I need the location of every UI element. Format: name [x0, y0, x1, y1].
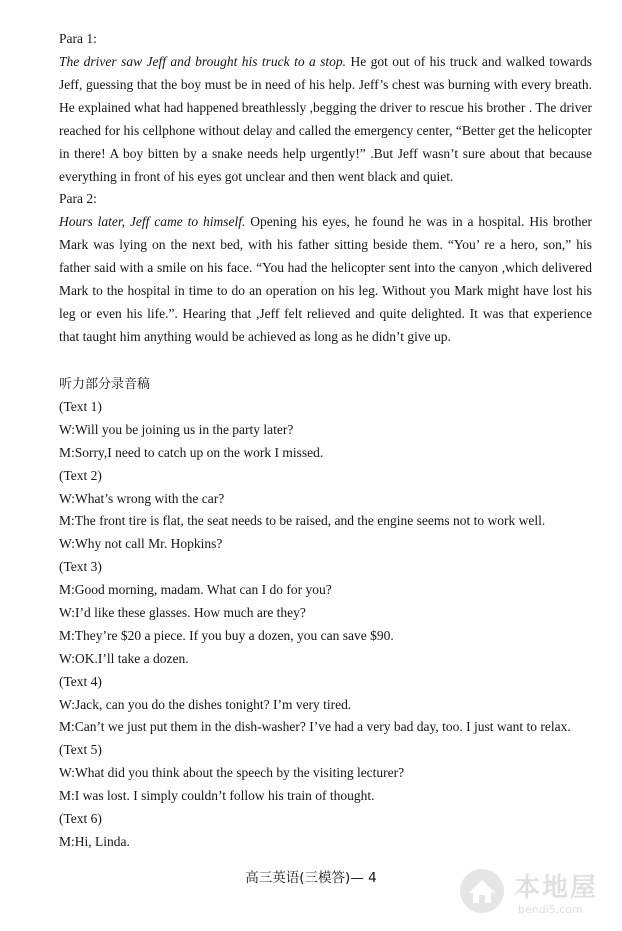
transcript-line: (Text 6)	[59, 811, 102, 827]
transcript-line: M:I was lost. I simply couldn’t follow his train of thought.	[59, 788, 375, 804]
transcript-line: M:Good morning, madam. What can I do for you?	[59, 582, 332, 598]
transcript-line: W:Will you be joining us in the party later?	[59, 421, 294, 437]
para2-lead-sentence: Hours later, Jeff came to himself.	[59, 214, 246, 229]
transcript-line: (Text 5)	[59, 742, 102, 758]
transcript-line: (Text 3)	[59, 559, 102, 575]
transcript-line: M:Hi, Linda.	[59, 833, 130, 849]
transcript-line: W:OK.I’ll take a dozen.	[59, 650, 189, 666]
transcript-line: M:They’re $20 a piece. If you buy a dozen, you can save $90.	[59, 627, 394, 643]
watermark-url: bendi5.com	[518, 903, 583, 916]
listening-transcript-heading: 听力部分录音稿	[59, 377, 151, 392]
para1-lead-sentence: The driver saw Jeff and brought his truck to a stop.	[59, 54, 347, 69]
para2-text	[59, 210, 592, 348]
watermark	[458, 867, 608, 919]
transcript-line: M:Can’t we just put them in the dish-washer? I’ve had a very bad day, too. I just want to relax.	[59, 719, 571, 735]
transcript-line: (Text 4)	[59, 673, 102, 689]
transcript-line: M:Sorry,I need to catch up on the work I missed.	[59, 444, 324, 460]
house-logo-icon	[458, 867, 506, 915]
para2-body: Opening his eyes, he found he was in a hospital. His brother Mark was lying on the next bed, with his father sitting beside them. “You’ re a hero, son,” his father said with a smile on his face. “You had the helicopter sent into the canyon ,which delivered Mark to the hospital in time to do an operation on his leg. Without you Mark might have lost his leg or even his life.”. Hearing that ,Jeff felt relieved and quite delighted. It was that experience that taught him anything would be achieved as long as he didn’t give up.	[59, 214, 593, 344]
para1-body: He got out of his truck and walked towards Jeff, guessing that the boy must be in need of his help. Jeff’s chest was burning with every breath. He explained what had happened breathlessly ,begging the driver to rescue his brother . The driver reached for his cellphone without delay and called the emergency center, “Better get the helicopter in there! A boy bitten by a snake needs help urgently!” .But Jeff wasn’t sure about that because everything in front of his eyes got unclear and then went black and quiet.	[59, 54, 592, 184]
transcript-line: (Text 1)	[59, 399, 102, 414]
para1-text	[59, 50, 592, 188]
transcript-line: W:What did you think about the speech by the visiting lecturer?	[59, 765, 405, 781]
transcript-line: M:The front tire is flat, the seat needs to be raised, and the engine seems not to work well.	[59, 513, 546, 529]
transcript-line: W:I’d like these glasses. How much are they?	[59, 605, 306, 621]
transcript-line: (Text 2)	[59, 467, 102, 483]
listening-transcript	[59, 396, 571, 854]
transcript-line: W:Why not call Mr. Hopkins?	[59, 536, 223, 552]
page-footer: 高三英语(三模答)— 4	[245, 870, 377, 886]
transcript-line: W:Jack, can you do the dishes tonight? I’m very tired.	[59, 696, 352, 712]
transcript-line: W:What’s wrong with the car?	[59, 490, 225, 506]
para1-label: Para 1:	[59, 31, 97, 46]
para2-label: Para 2:	[59, 191, 97, 206]
watermark-name: 本地屋	[514, 873, 599, 903]
